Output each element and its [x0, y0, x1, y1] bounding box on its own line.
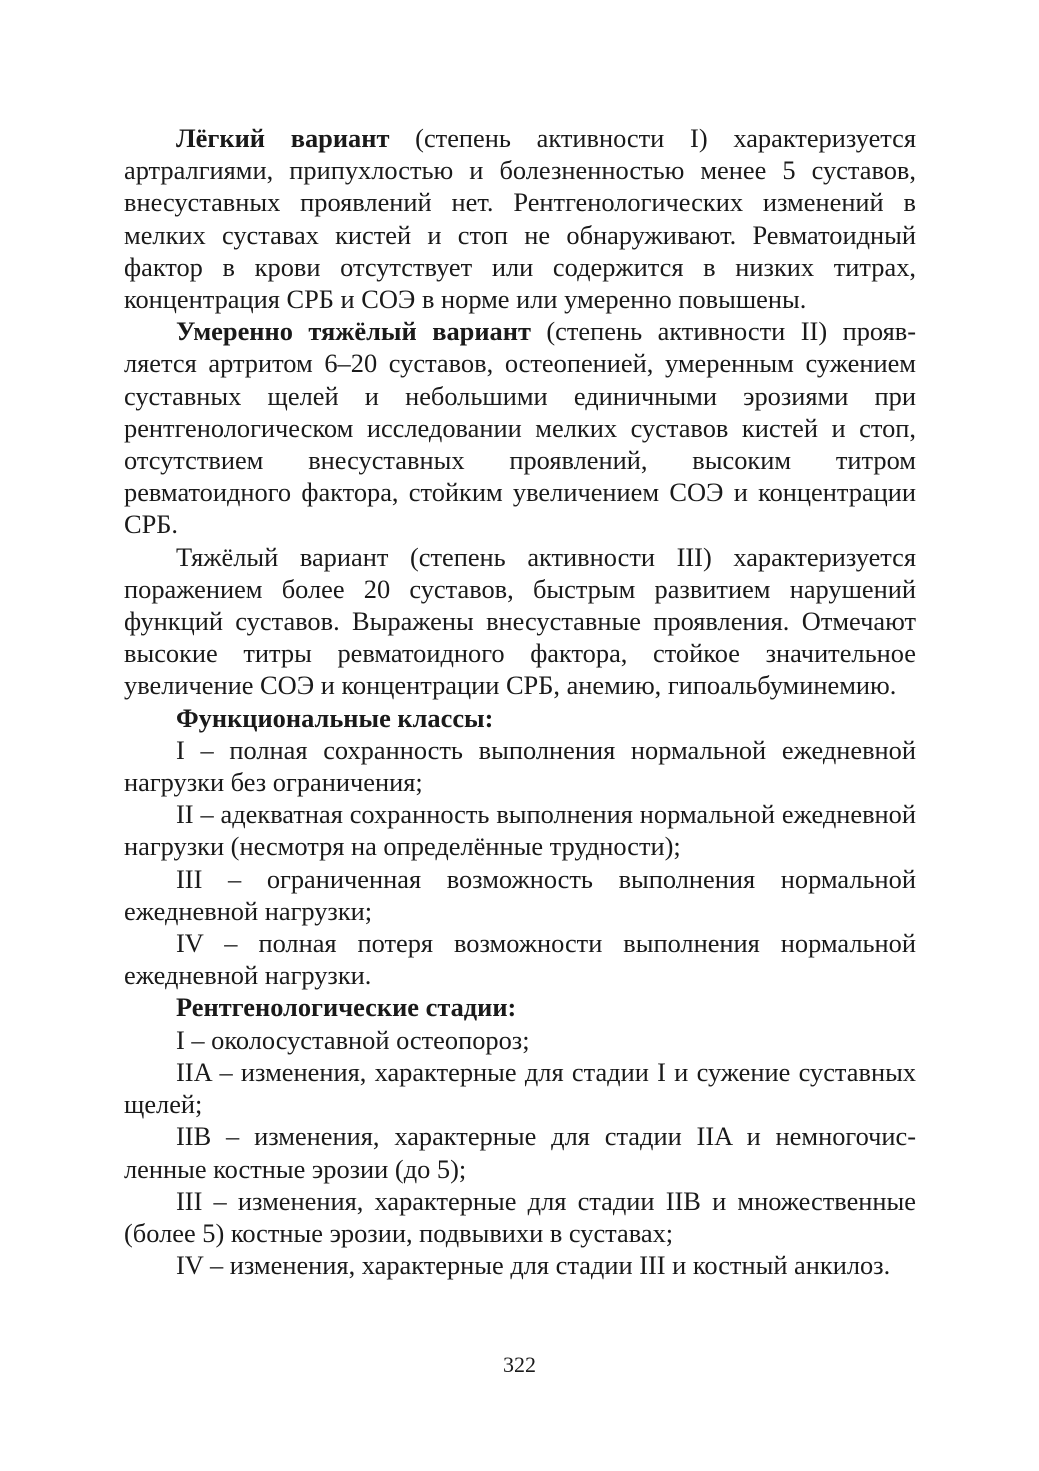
- list-item-xray-stage-3: III – изменения, характерные для стадии IIB и множественные (более 5) костные эрозии, подвывихи в суставах;: [124, 1185, 916, 1248]
- list-item-xray-stage-4: IV – изменения, характерные для стадии III и костный анкилоз.: [176, 1250, 891, 1281]
- list-item-xray-stage-1: I – околосуставной остеопороз;: [176, 1024, 530, 1055]
- term-mild-variant: Лёгкий вариант: [176, 123, 390, 153]
- document-body: [124, 122, 916, 1281]
- list-item-functional-class-4: IV – полная потеря возможности выполнения нормальной ежедневной нагрузки.: [124, 928, 916, 991]
- list-item-xray-stage-2a: IIA – изменения, характерные для стадии I и сужение суставных щелей;: [124, 1056, 916, 1120]
- page-number: 322: [503, 1352, 536, 1377]
- text-moderate-variant: (степень активности II) проявляется артритом 6–20 суставов, остеопенией, умеренным сужением суставных щелей и небольшими единичными эрозиями при рентгенологическом исследовании мелких суставов кистей и стоп, отсутствием внесуставных проявлений, высоким титром ревматоидного фактора, стойким увеличением СОЭ и концентрации СРБ.: [124, 316, 916, 540]
- heading-functional-classes: Функциональные классы:: [176, 702, 494, 733]
- list-item-xray-stage-2b: IIB – изменения, характерные для стадии IIA и немногочисленные костные эрозии (до 5);: [124, 1121, 916, 1184]
- list-item-functional-class-1: I – полная сохранность выполнения нормальной ежедневной нагрузки без ограничения;: [124, 734, 916, 798]
- term-moderate-variant: Умеренно тяжёлый вариант: [176, 316, 531, 347]
- paragraph-moderate-variant: [124, 315, 916, 540]
- list-item-functional-class-2: II – адекватная сохранность выполнения нормальной ежедневной нагрузки (несмотря на определённые трудности);: [124, 799, 916, 862]
- heading-xray-stages: Рентгенологические стадии:: [176, 992, 517, 1023]
- text-mild-variant: (степень активности I) характеризуется артралгиями, припухлостью и болезненностью менее 5 суставов, внесуставных проявлений нет. Рентгенологических изменений в мелких суставах кистей и стоп не обнаруживают. Ревматоидный фактор в крови отсутствует или содержится в низких титрах, концентрация СРБ и СОЭ в норме или умеренно повышены.: [124, 123, 916, 315]
- list-item-functional-class-3: III – ограниченная возможность выполнения нормальной ежедневной нагрузки;: [124, 863, 916, 926]
- paragraph-severe-variant: Тяжёлый вариант (степень активности III) характеризуется поражением более 20 суставов, быстрым развитием нарушений функций суставов. Выражены внесуставные проявления. Отмечают высокие титры ревматоидного фактора, стойкое значительное увеличение СОЭ и концентрации СРБ, анемию, гипоальбуминемию.: [124, 541, 916, 701]
- paragraph-mild-variant: [124, 122, 916, 315]
